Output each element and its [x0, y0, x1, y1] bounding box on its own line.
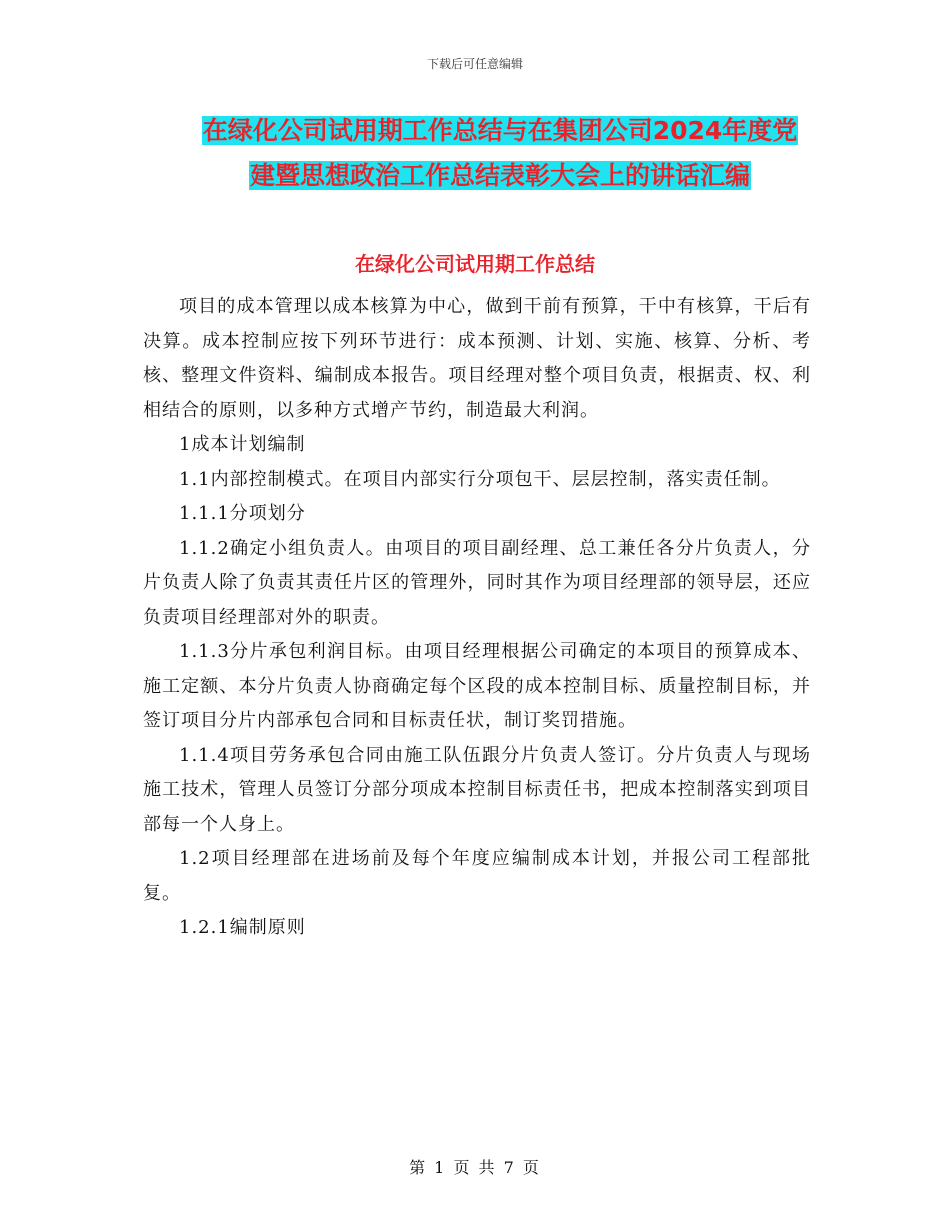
paragraph-1-1-3: 1.1.3分片承包利润目标。由项目经理根据公司确定的本项目的预算成本、施工定额、本分片负责人协商确定每个区段的成本控制目标、质量控制目标，并签订项目分片内部承包合同和目标责任状，制订奖罚措施。 [143, 641, 811, 731]
paragraph-1-1-4: 1.1.4项目劳务承包合同由施工队伍跟分片负责人签订。分片负责人与现场施工技术，管理人员签订分部分项成本控制目标责任书，把成本控制落实到项目部每一个人身上。 [143, 744, 811, 835]
section-title: 在绿化公司试用期工作总结 [355, 252, 595, 276]
paragraph-intro: 项目的成本管理以成本核算为中心，做到干前有预算，干中有核算，干后有决算。成本控制应按下列环节进行：成本预测、计划、实施、核算、分析、考核、整理文件资料、编制成本报告。项目经理对整个项目负责，根据责、权、利相结合的原则，以多种方式增产节约，制造最大利润。 [143, 296, 811, 421]
paragraph-1-1: 1.1内部控制模式。在项目内部实行分项包干、层层控制，落实责任制。 [179, 468, 781, 490]
paragraph-1-1-1: 1.1.1分项划分 [179, 503, 306, 524]
document-title [150, 108, 850, 198]
document-body [143, 290, 811, 946]
page-header-note: 下载后可任意编辑 [426, 57, 523, 71]
paragraph-1-1-2: 1.1.2确定小组负责人。由项目的项目副经理、总工兼任各分片负责人，分片负责人除了负责其责任片区的管理外，同时其作为项目经理部的领导层，还应负责项目经理部对外的职责。 [143, 537, 811, 628]
paragraph-1-2-1: 1.2.1编制原则 [179, 917, 306, 938]
paragraph-heading-1: 1成本计划编制 [179, 434, 306, 455]
document-title-line-1: 在绿化公司试用期工作总结与在集团公司2024年度党 [202, 116, 798, 145]
page-number-footer: 第 1 页 共 7 页 [409, 1158, 541, 1177]
paragraph-1-2: 1.2项目经理部在进场前及每个年度应编制成本计划，并报公司工程部批复。 [143, 848, 811, 904]
document-title-line-2: 建暨思想政治工作总结表彰大会上的讲话汇编 [249, 161, 750, 190]
